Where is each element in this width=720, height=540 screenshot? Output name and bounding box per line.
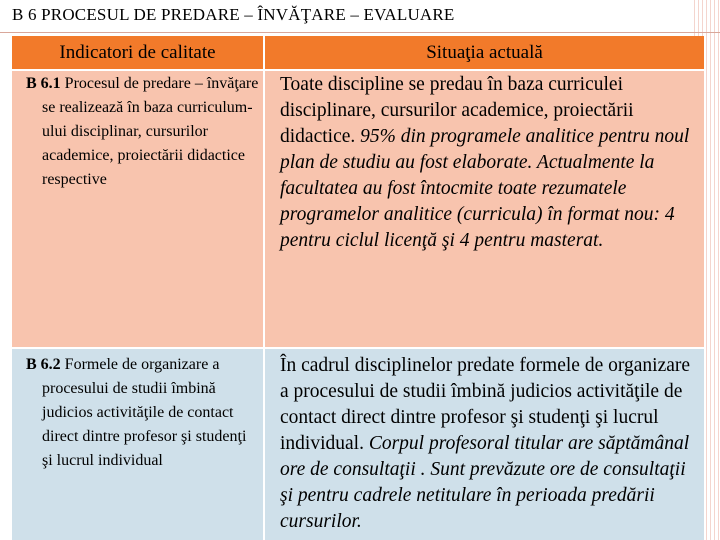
- header-situation-label: Situaţia actuală: [426, 42, 543, 63]
- row-1-situation-text: [265, 71, 704, 254]
- row-1-situation-cell: [265, 71, 704, 347]
- header-indicators-label: Indicatori de calitate: [59, 42, 216, 63]
- header-indicators: [12, 36, 263, 69]
- title-divider: [0, 32, 720, 33]
- row-2-situation-normal: În cadrul disciplinelor predate formele de organizare a procesului de studii îmbină judicios activităţile de contact direct dintre profesor şi studenţi şi lucrul individual.: [280, 355, 691, 454]
- row-2-code: B 6.2: [26, 356, 61, 373]
- slide-title: B 6 PROCESUL DE PREDARE – ÎNVĂŢARE – EVALUARE: [12, 5, 455, 24]
- row-1-code: B 6.1: [26, 75, 61, 92]
- row-1-situation-italic: 95% din programele analitice pentru noul plan de studiu au fost elaborate. Actualmente la facultatea au fost întocmite toate rezumatele programelor analitice (curricula) în format nou: 4 pentru ciclul licenţă şi 4 pentru masterat.: [280, 126, 690, 251]
- row-1-indicator-text: [12, 71, 263, 192]
- row-1-indicator-desc: Procesul de predare – învăţare se realizează în baza curriculum-ului disciplinar, cursurilor academice, proiectării didactice respective: [42, 75, 259, 188]
- row-2-indicator-desc: Formele de organizare a procesului de studii îmbină judicios activităţile de contact direct dintre profesor şi studenţi şi lucrul individual: [42, 356, 247, 469]
- quality-indicators-table: [12, 36, 704, 540]
- row-2-situation-text: [265, 349, 704, 535]
- row-1-situation-normal: Toate discipline se predau în baza curriculei disciplinare, cursurilor academice, proiectării didactice.: [280, 74, 634, 147]
- header-situation: [265, 36, 704, 69]
- row-2-indicator-cell: [12, 349, 263, 540]
- row-1-indicator-cell: [12, 71, 263, 347]
- row-2-situation-italic: Corpul profesoral titular are săptămânal ore de consultaţii . Sunt prevăzute ore de consultaţii şi pentru cadrele netitulare în perioada predării cursurilor.: [280, 433, 690, 532]
- row-2-situation-cell: [265, 349, 704, 540]
- row-2-indicator-text: [12, 349, 263, 473]
